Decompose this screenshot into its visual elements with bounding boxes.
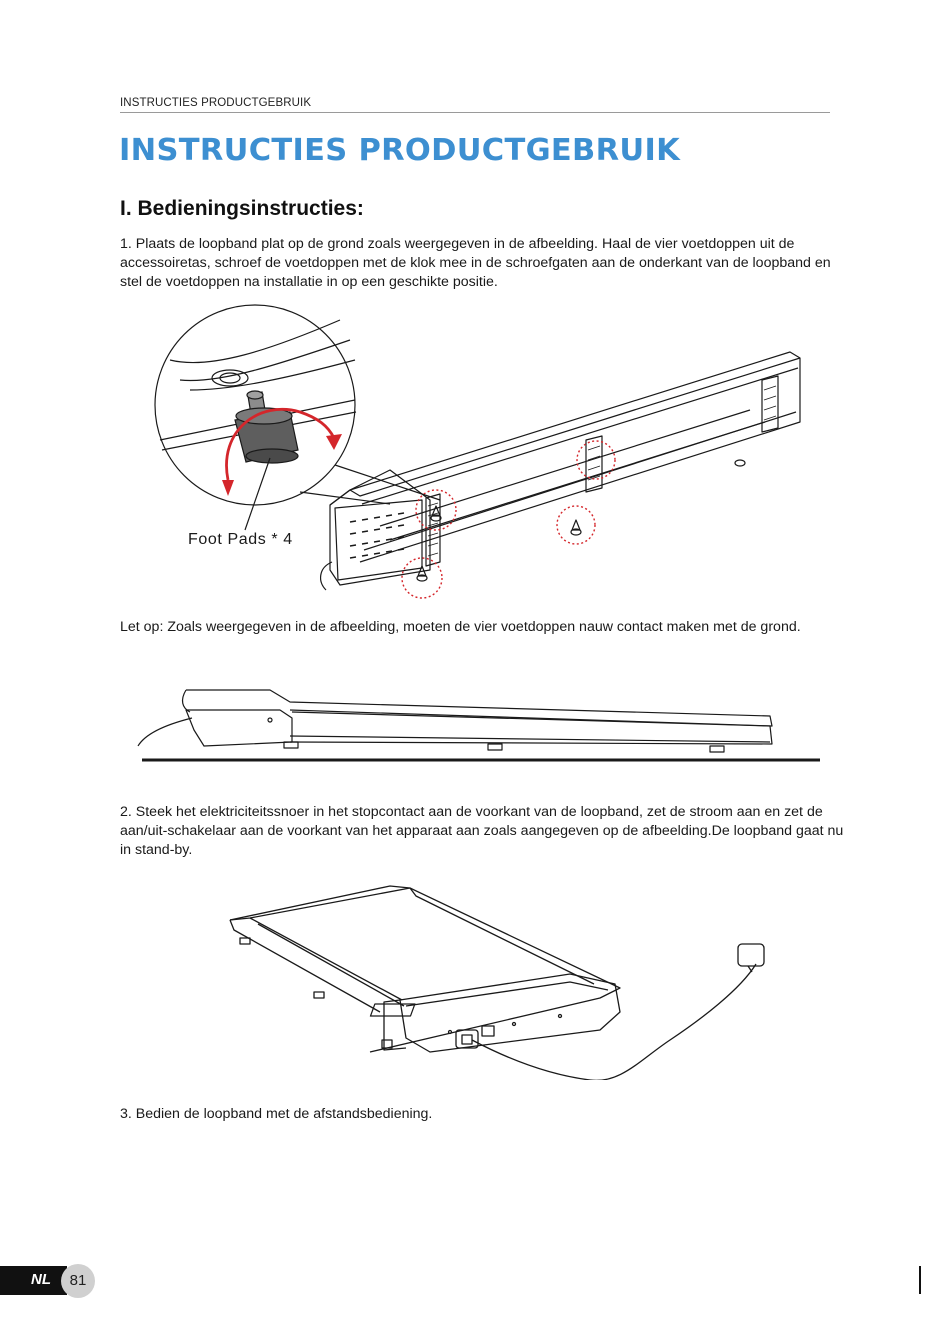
right-edge-mark	[919, 1266, 921, 1294]
running-header: INSTRUCTIES PRODUCTGEBRUIK	[120, 97, 312, 109]
figure-foot-pads-installation	[150, 300, 820, 605]
page-title: INSTRUCTIES PRODUCTGEBRUIK	[119, 133, 681, 168]
footer-language: NL	[31, 1271, 51, 1288]
figure-side-view-ground	[130, 680, 830, 770]
step-2-text: 2. Steek het elektriciteitssnoer in het stopcontact aan de voorkant van de loopband, zet de stroom aan en zet de aan/uit-schakelaar aan de voorkant van het apparaat aan zoals aangegeven op de afbeelding.De loopband gaat nu in stand-by.	[120, 804, 844, 859]
step-3-text: 3. Bedien de loopband met de afstandsbediening.	[120, 1106, 433, 1122]
figure-power-connection	[220, 880, 780, 1080]
step-1-text: 1. Plaats de loopband plat op de grond zoals weergegeven in de afbeelding. Haal de vier voetdoppen uit de accessoiretas, schroef de voetdoppen met de klok mee in de schroefgaten aan de onderkant van de loopband en stel de voetdoppen na installatie in op een geschikte positie.	[120, 236, 831, 291]
note-text: Let op: Zoals weergegeven in de afbeelding, moeten de vier voetdoppen nauw contact maken met de grond.	[120, 619, 801, 635]
section-title: I. Bedieningsinstructies:	[120, 197, 364, 220]
page-number: 81	[61, 1264, 95, 1298]
foot-pads-callout: Foot Pads * 4	[188, 531, 293, 548]
header-rule	[120, 112, 830, 113]
